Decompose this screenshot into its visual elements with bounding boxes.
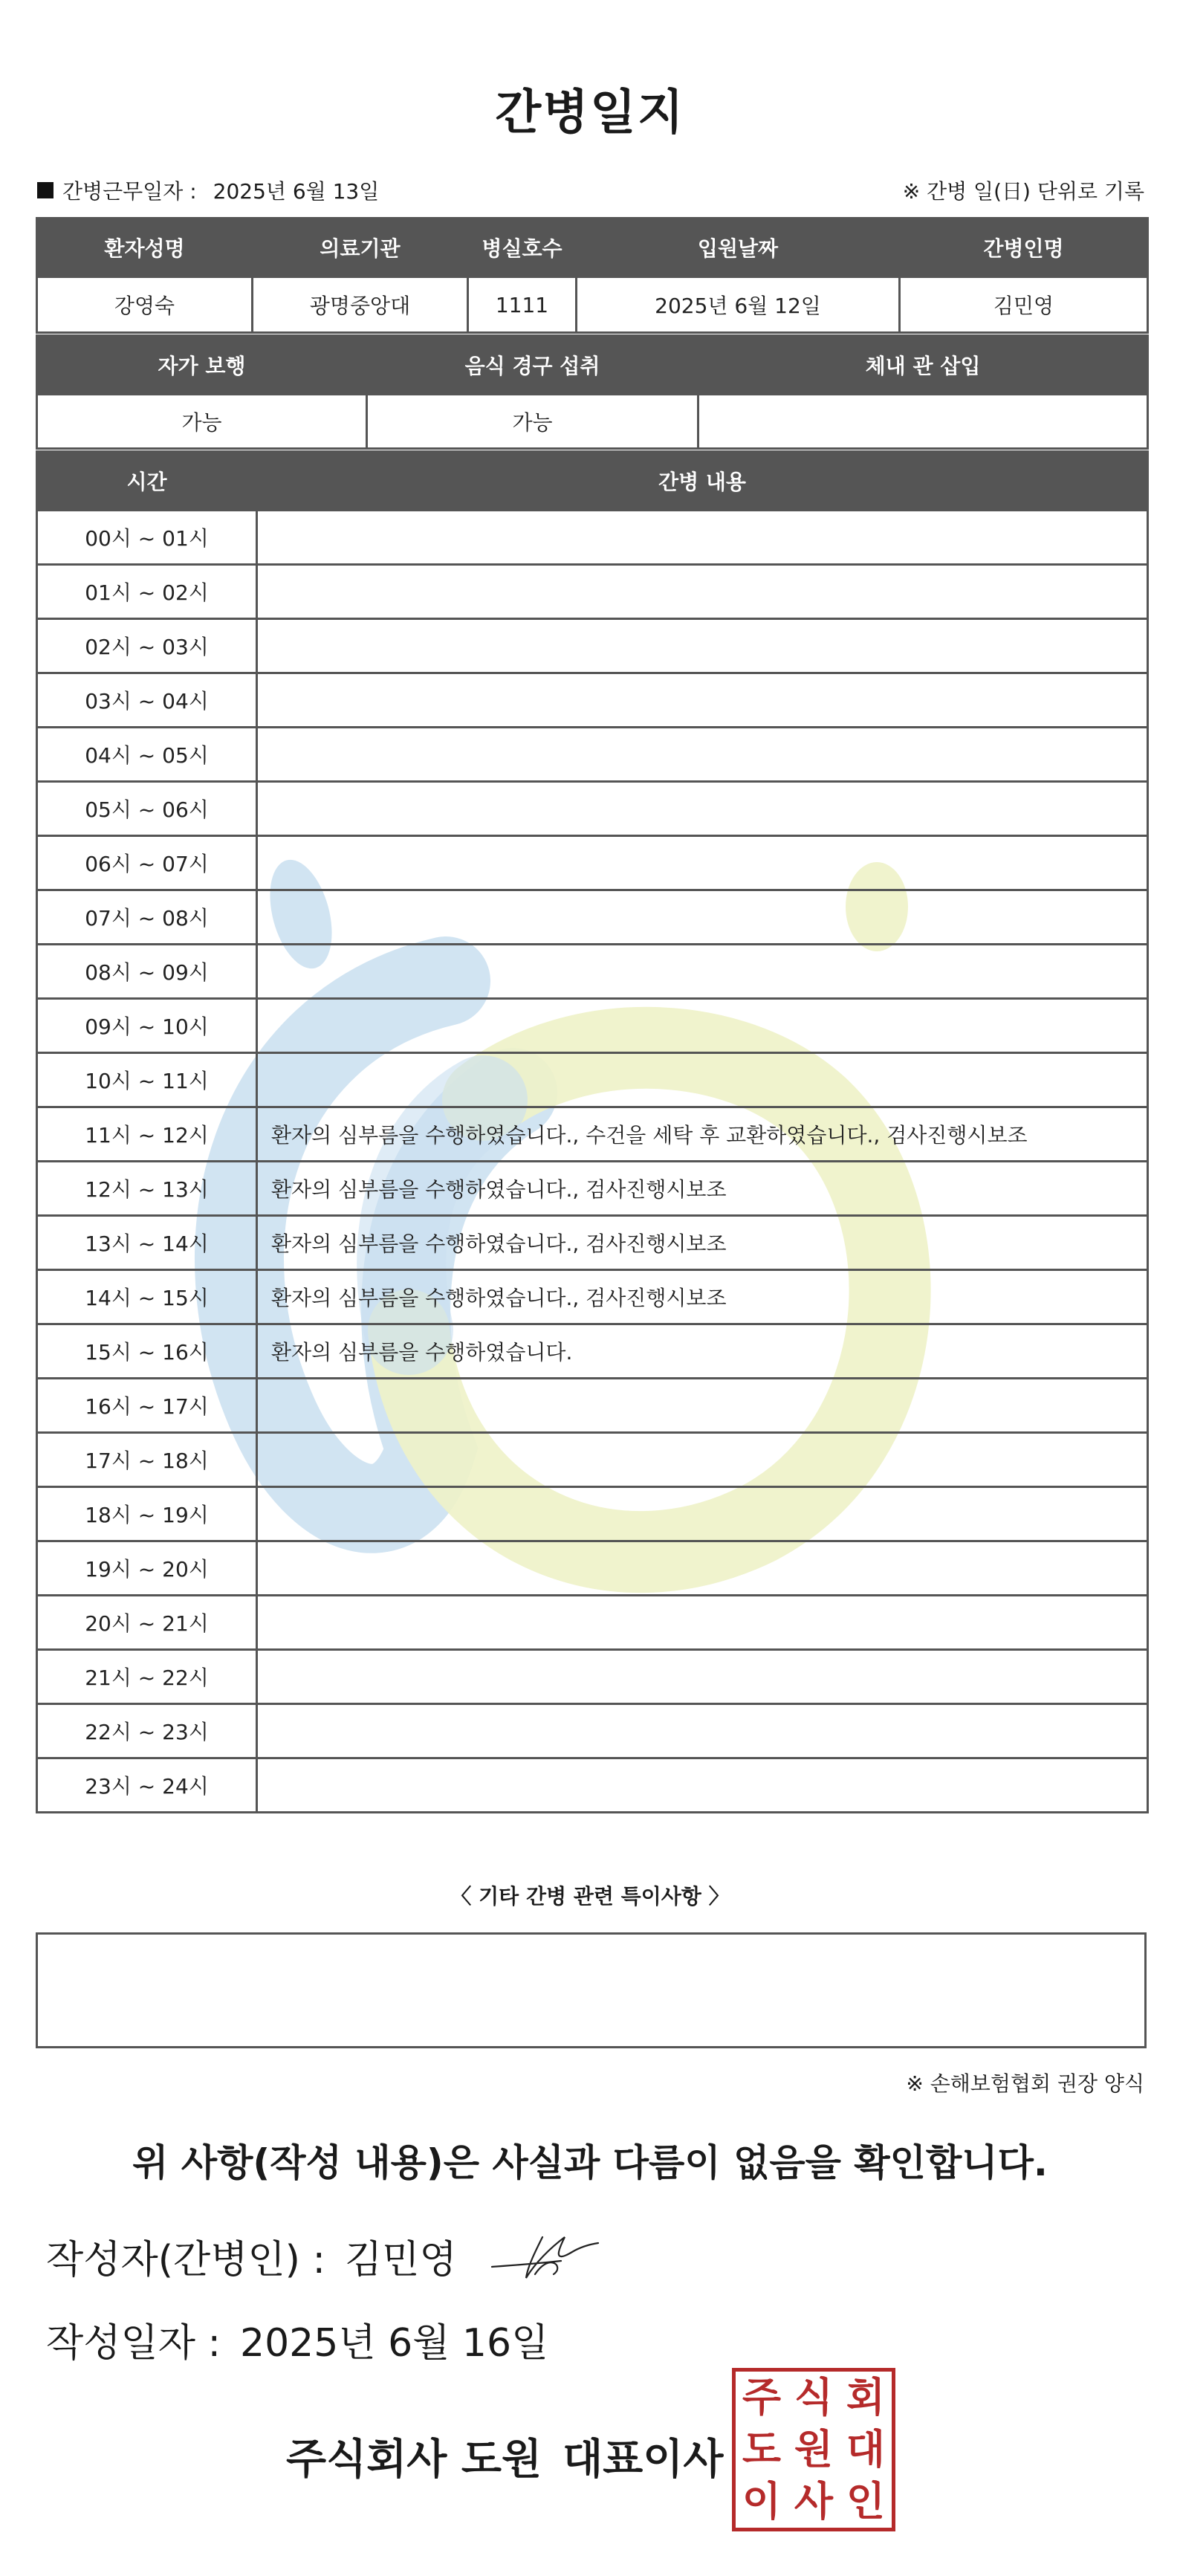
- care-content-cell: [257, 511, 1148, 565]
- time-cell: 21시 ~ 22시: [37, 1650, 257, 1704]
- time-cell: 04시 ~ 05시: [37, 728, 257, 782]
- time-cell: 19시 ~ 20시: [37, 1541, 257, 1596]
- table-row: [37, 782, 1148, 836]
- header-room: 병실호수: [468, 219, 577, 277]
- notes-title: 〈 기타 간병 관련 특이사항 〉: [450, 1884, 730, 1909]
- time-cell: 02시 ~ 03시: [37, 619, 257, 673]
- time-cell: 16시 ~ 17시: [37, 1379, 257, 1433]
- time-cell: 14시 ~ 15시: [37, 1270, 257, 1324]
- care-content-cell: [257, 1433, 1148, 1487]
- signature-icon: [490, 2222, 602, 2289]
- work-date-line: [37, 175, 379, 205]
- care-content-cell: [257, 1704, 1148, 1758]
- oral-intake-value: 가능: [367, 395, 698, 449]
- table-row: [37, 673, 1148, 728]
- header-care-content: 간병 내용: [257, 452, 1148, 511]
- table-row: [37, 1758, 1148, 1813]
- tube-insertion-value: [698, 395, 1148, 449]
- patient-info-table: [36, 217, 1149, 334]
- care-content-cell: [257, 1596, 1148, 1650]
- company-signoff: [286, 2427, 723, 2486]
- care-content-cell: 환자의 심부름을 수행하였습니다., 검사진행시보조: [257, 1162, 1148, 1216]
- header-hospital: 의료기관: [253, 219, 468, 277]
- care-log-table: [36, 450, 1149, 1813]
- care-content-cell: [257, 945, 1148, 999]
- table-row: [37, 565, 1148, 619]
- time-cell: 05시 ~ 06시: [37, 782, 257, 836]
- table-row: [37, 999, 1148, 1053]
- table-row: [37, 511, 1148, 565]
- written-date-value: 2025년 6월 16일: [239, 2321, 549, 2366]
- time-cell: 13시 ~ 14시: [37, 1216, 257, 1270]
- time-cell: 00시 ~ 01시: [37, 511, 257, 565]
- time-cell: 01시 ~ 02시: [37, 565, 257, 619]
- care-log-rows: [37, 511, 1148, 1813]
- table-row: [37, 1162, 1148, 1216]
- table-row: [37, 1216, 1148, 1270]
- table-row: [37, 1324, 1148, 1379]
- table-row: [37, 1270, 1148, 1324]
- table-row: [37, 1107, 1148, 1162]
- time-cell: 06시 ~ 07시: [37, 836, 257, 890]
- time-cell: 11시 ~ 12시: [37, 1107, 257, 1162]
- header-admission-date: 입원날짜: [577, 219, 900, 277]
- unit-note: ※ 간병 일(日) 단위로 기록: [902, 179, 1144, 204]
- work-date-label: 간병근무일자 :: [62, 179, 197, 204]
- time-cell: 22시 ~ 23시: [37, 1704, 257, 1758]
- time-cell: 03시 ~ 04시: [37, 673, 257, 728]
- time-cell: 18시 ~ 19시: [37, 1487, 257, 1541]
- care-content-cell: [257, 728, 1148, 782]
- care-content-cell: 환자의 심부름을 수행하였습니다.: [257, 1324, 1148, 1379]
- writer-line: [46, 2228, 457, 2284]
- care-content-cell: [257, 1487, 1148, 1541]
- written-date-line: [46, 2311, 548, 2367]
- company-name: 주식회사 도원: [286, 2436, 542, 2484]
- writer-label: 작성자(간병인) :: [46, 2238, 326, 2282]
- time-cell: 17시 ~ 18시: [37, 1433, 257, 1487]
- written-date-label: 작성일자 :: [46, 2321, 221, 2366]
- care-content-cell: [257, 836, 1148, 890]
- header-tube-insertion: 체내 관 삽입: [698, 336, 1148, 395]
- table-row: [37, 836, 1148, 890]
- care-content-cell: 환자의 심부름을 수행하였습니다., 검사진행시보조: [257, 1216, 1148, 1270]
- table-row: [37, 1433, 1148, 1487]
- patient-name: 강영숙: [37, 277, 253, 333]
- care-content-cell: [257, 673, 1148, 728]
- table-row: [37, 1650, 1148, 1704]
- care-content-cell: 환자의 심부름을 수행하였습니다., 검사진행시보조: [257, 1270, 1148, 1324]
- self-walking-value: 가능: [37, 395, 367, 449]
- room-number: 1111: [468, 277, 577, 333]
- company-rep-title: 대표이사: [563, 2436, 724, 2484]
- care-content-cell: [257, 999, 1148, 1053]
- header-oral-intake: 음식 경구 섭취: [367, 336, 698, 395]
- header-caregiver-name: 간병인명: [900, 219, 1148, 277]
- care-content-cell: [257, 782, 1148, 836]
- notes-box: [36, 1932, 1147, 2048]
- time-cell: 07시 ~ 08시: [37, 890, 257, 945]
- header-time: 시간: [37, 452, 257, 511]
- page-title: 간병일지: [495, 85, 685, 140]
- care-content-cell: [257, 1379, 1148, 1433]
- header-self-walking: 자가 보행: [37, 336, 367, 395]
- confirmation-statement: 위 사항(작성 내용)은 사실과 다름이 없음을 확인합니다.: [132, 2141, 1048, 2184]
- caregiver-name: 김민영: [900, 277, 1148, 333]
- company-seal-stamp: 주 식 회 도 원 대 이 사 인: [732, 2368, 895, 2531]
- hospital-name: 광명중앙대: [253, 277, 468, 333]
- table-row: [37, 1596, 1148, 1650]
- patient-status-table: [36, 334, 1149, 450]
- insurance-note: ※ 손해보험협회 권장 양식: [906, 2071, 1144, 2096]
- time-cell: 12시 ~ 13시: [37, 1162, 257, 1216]
- table-row: [37, 1379, 1148, 1433]
- square-bullet-icon: [37, 182, 54, 198]
- time-cell: 15시 ~ 16시: [37, 1324, 257, 1379]
- table-row: [37, 1704, 1148, 1758]
- table-row: [37, 890, 1148, 945]
- time-cell: 08시 ~ 09시: [37, 945, 257, 999]
- care-content-cell: [257, 1758, 1148, 1813]
- header-patient-name: 환자성명: [37, 219, 253, 277]
- work-date-value: 2025년 6월 13일: [213, 179, 380, 204]
- care-content-cell: [257, 619, 1148, 673]
- care-content-cell: [257, 565, 1148, 619]
- time-cell: 23시 ~ 24시: [37, 1758, 257, 1813]
- care-content-cell: 환자의 심부름을 수행하였습니다., 수건을 세탁 후 교환하였습니다., 검사진행시보조: [257, 1107, 1148, 1162]
- time-cell: 09시 ~ 10시: [37, 999, 257, 1053]
- table-row: [37, 728, 1148, 782]
- time-cell: 20시 ~ 21시: [37, 1596, 257, 1650]
- table-row: [37, 619, 1148, 673]
- table-row: [37, 945, 1148, 999]
- care-content-cell: [257, 1650, 1148, 1704]
- care-content-cell: [257, 1541, 1148, 1596]
- table-row: [37, 1487, 1148, 1541]
- time-cell: 10시 ~ 11시: [37, 1053, 257, 1107]
- care-content-cell: [257, 890, 1148, 945]
- care-content-cell: [257, 1053, 1148, 1107]
- table-row: [37, 1053, 1148, 1107]
- writer-name: 김민영: [345, 2238, 457, 2282]
- table-row: [37, 1541, 1148, 1596]
- admission-date: 2025년 6월 12일: [577, 277, 900, 333]
